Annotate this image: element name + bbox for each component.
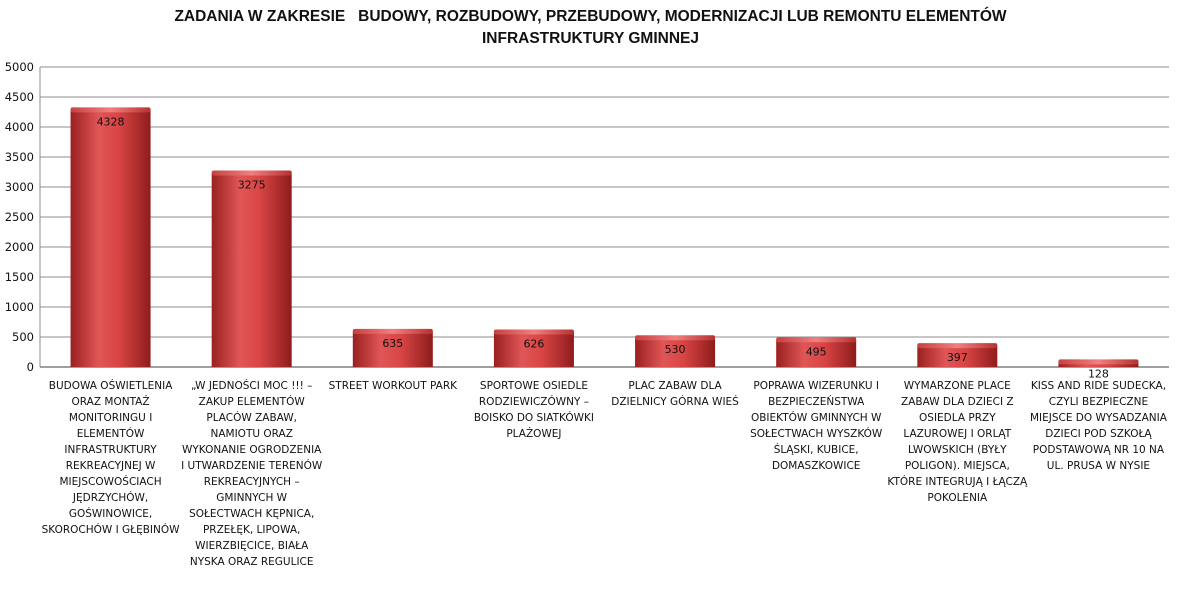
y-tick-label: 500 bbox=[12, 330, 34, 344]
category-label: BUDOWA OŚWIETLENIA ORAZ MONTAŻ MONITORINGU I ELEMENTÓW INFRASTRUKTURY REKREACYJNEJ W MIEJSCOWOŚCIACH JĘDRZYCHÓW, GOŚWINOWICE, SKOROCHÓW I GŁĘBINÓW bbox=[41, 380, 180, 536]
data-label: 128 bbox=[1087, 367, 1109, 381]
category-label: KISS AND RIDE SUDECKA, CZYLI BEZPIECZNE MIEJSCE DO WYSADZANIA DZIECI POD SZKOŁĄ PODSTAWOWĄ NR 10 NA UL. PRUSA W NYSIE bbox=[1029, 380, 1167, 472]
bar bbox=[212, 171, 292, 368]
bar-cap bbox=[212, 171, 292, 176]
bar-body bbox=[212, 174, 292, 368]
bar-cap bbox=[353, 329, 433, 334]
category-label: WYMARZONE PLACE ZABAW DLA DZIECI Z OSIEDLA PRZY LAZUROWEJ I ORLĄT LWOWSKICH (BYŁY POLIGON). MIEJSCA, KTÓRE INTEGRUJĄ I ŁĄCZĄ POKOLENIA bbox=[887, 380, 1028, 504]
bar-cap bbox=[71, 107, 151, 112]
data-label: 397 bbox=[946, 351, 968, 365]
y-tick-label: 3000 bbox=[4, 180, 34, 194]
bar-cap bbox=[917, 343, 997, 348]
bar-body bbox=[71, 110, 151, 367]
bar bbox=[1058, 359, 1138, 367]
y-tick-label: 3500 bbox=[4, 150, 34, 164]
data-label: 3275 bbox=[237, 178, 266, 192]
y-tick-label: 4000 bbox=[4, 120, 34, 134]
y-tick-label: 1500 bbox=[4, 270, 34, 284]
data-label: 626 bbox=[523, 337, 545, 351]
chart-title-line-2: INFRASTRUKTURY GMINNEJ bbox=[481, 30, 699, 47]
bar-cap bbox=[494, 329, 574, 334]
y-tick-label: 2000 bbox=[4, 240, 34, 254]
chart-title-line-1: ZADANIA W ZAKRESIE BUDOWY, ROZBUDOWY, PRZEBUDOWY, MODERNIZACJI LUB REMONTU ELEMENTÓW bbox=[174, 8, 1007, 25]
data-label: 530 bbox=[664, 343, 686, 357]
category-label: „W JEDNOŚCI MOC !!! – ZAKUP ELEMENTÓW PLACÓW ZABAW, NAMIOTU ORAZ WYKONANIE OGRODZENIA I UTWARDZENIE TERENÓW REKREACYJNYCH – GMINNYCH W SOŁECTWACH KĘPNICA, PRZEŁĘK, LIPOWA, WIERZBIĘCICE, BIAŁA NYSKA ORAZ REGULICE bbox=[181, 380, 323, 568]
category-label: POPRAWA WIZERUNKU I BEZPIECZEŃSTWA OBIEKTÓW GMINNYCH W SOŁECTWACH WYSZKÓW ŚLĄSKI, KUBICE, DOMASZKOWICE bbox=[750, 380, 883, 472]
y-tick-label: 4500 bbox=[4, 90, 34, 104]
bar bbox=[71, 107, 151, 367]
y-tick-label: 2500 bbox=[4, 210, 34, 224]
bars bbox=[71, 107, 1139, 367]
category-label: PLAC ZABAW DLA DZIELNICY GÓRNA WIEŚ bbox=[611, 380, 739, 408]
y-tick-label: 5000 bbox=[4, 60, 34, 74]
y-tick-label: 0 bbox=[26, 360, 34, 374]
bar-cap bbox=[776, 337, 856, 342]
y-tick-label: 1000 bbox=[4, 300, 34, 314]
data-label: 4328 bbox=[96, 115, 125, 129]
data-label: 635 bbox=[382, 336, 404, 350]
gridlines bbox=[40, 67, 1169, 367]
bar-cap bbox=[635, 335, 715, 340]
bar-cap bbox=[1058, 359, 1138, 364]
category-label: STREET WORKOUT PARK bbox=[328, 380, 457, 392]
category-label: SPORTOWE OSIEDLE RODZIEWICZÓWNY – BOISKO DO SIATKÓWKI PLAŻOWEJ bbox=[473, 380, 594, 440]
data-label: 495 bbox=[805, 345, 827, 359]
